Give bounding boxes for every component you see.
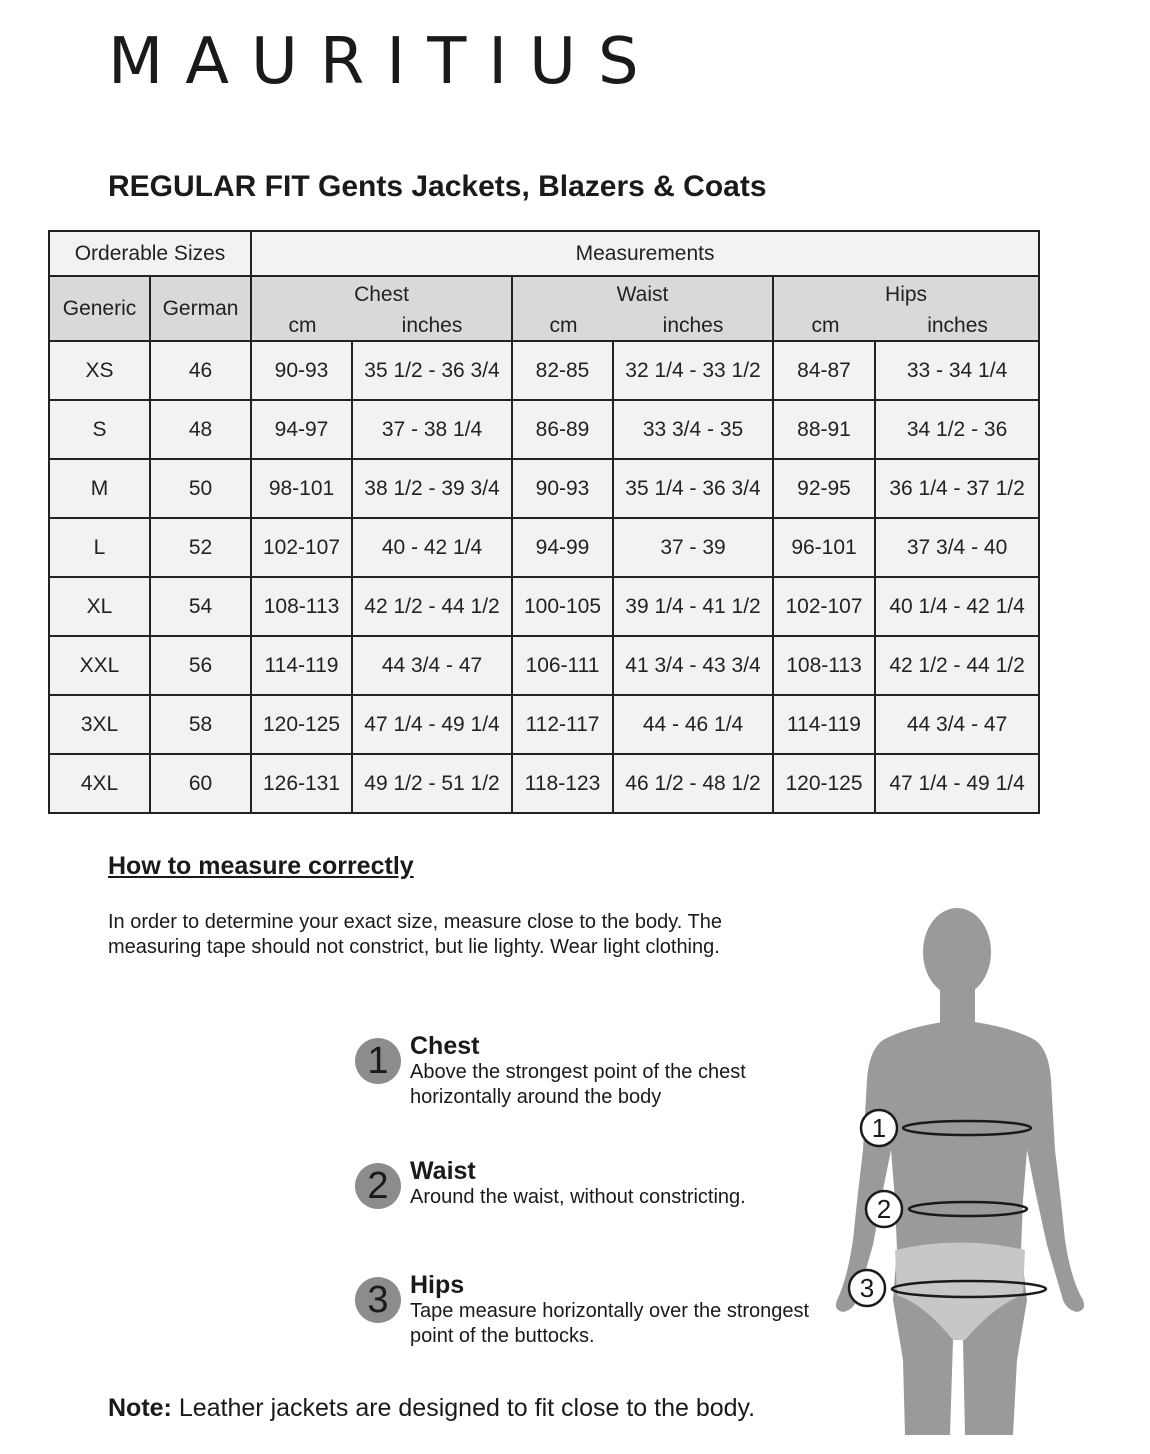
- how-to-intro: In order to determine your exact size, measure close to the body. The measuring tape should not constrict, but lie lighty. Wear light clothing.: [108, 911, 723, 958]
- table-cell: 114-119: [251, 636, 352, 695]
- group-name: Waist: [616, 283, 669, 306]
- table-row: [49, 341, 1039, 400]
- table-cell: 60: [150, 754, 251, 813]
- step-name: Hips: [410, 1271, 465, 1299]
- header-waist: [512, 276, 773, 341]
- table-cell: 3XL: [49, 695, 150, 754]
- table-cell: 52: [150, 518, 251, 577]
- table-cell: XXL: [49, 636, 150, 695]
- table-cell: 49 1/2 - 51 1/2: [352, 754, 512, 813]
- table-cell: 102-107: [251, 518, 352, 577]
- table-row: [49, 518, 1039, 577]
- table-cell: XS: [49, 341, 150, 400]
- table-cell: 108-113: [773, 636, 875, 695]
- group-name: Chest: [354, 283, 409, 306]
- marker-chest: [861, 1110, 897, 1146]
- table-cell: 47 1/4 - 49 1/4: [352, 695, 512, 754]
- table-cell: 37 - 39: [613, 518, 773, 577]
- table-cell: 82-85: [512, 341, 613, 400]
- table-cell: 34 1/2 - 36: [875, 400, 1039, 459]
- table-cell: 114-119: [773, 695, 875, 754]
- table-cell: 100-105: [512, 577, 613, 636]
- marker-hips: [849, 1270, 885, 1306]
- header-orderable-sizes: Orderable Sizes: [49, 231, 251, 276]
- header-german: German: [150, 276, 251, 341]
- table-cell: 112-117: [512, 695, 613, 754]
- step-description: Above the strongest point of the chest horizontally around the body: [410, 1061, 746, 1108]
- table-cell: 37 - 38 1/4: [352, 400, 512, 459]
- table-cell: 96-101: [773, 518, 875, 577]
- unit-cm: cm: [811, 314, 840, 337]
- table-cell: 118-123: [512, 754, 613, 813]
- note-text: Leather jackets are designed to fit close to the body.: [171, 1394, 756, 1422]
- table-cell: 44 - 46 1/4: [613, 695, 773, 754]
- table-row: [49, 459, 1039, 518]
- table-cell: 102-107: [773, 577, 875, 636]
- table-cell: XL: [49, 577, 150, 636]
- table-cell: 44 3/4 - 47: [352, 636, 512, 695]
- marker-label: 1: [871, 1113, 887, 1143]
- marker-label: 2: [876, 1194, 892, 1224]
- group-name: Hips: [885, 283, 928, 306]
- table-cell: 90-93: [512, 459, 613, 518]
- how-to-heading: How to measure correctly: [108, 852, 414, 880]
- table-cell: 33 3/4 - 35: [613, 400, 773, 459]
- step-description: Tape measure horizontally over the strongest point of the buttocks.: [410, 1300, 810, 1347]
- step-number-badge: 1: [355, 1038, 401, 1084]
- table-row: [49, 400, 1039, 459]
- body-figure-illustration: [825, 900, 1115, 1440]
- table-cell: 39 1/4 - 41 1/2: [613, 577, 773, 636]
- table-cell: 54: [150, 577, 251, 636]
- note: [108, 1394, 755, 1423]
- table-cell: 46: [150, 341, 251, 400]
- table-cell: 92-95: [773, 459, 875, 518]
- table-cell: S: [49, 400, 150, 459]
- unit-inches: inches: [401, 314, 463, 337]
- step-description: Around the waist, without constricting.: [410, 1186, 746, 1208]
- table-cell: 90-93: [251, 341, 352, 400]
- table-cell: 4XL: [49, 754, 150, 813]
- table-cell: 46 1/2 - 48 1/2: [613, 754, 773, 813]
- table-cell: 35 1/4 - 36 3/4: [613, 459, 773, 518]
- table-cell: 58: [150, 695, 251, 754]
- note-label: Note:: [108, 1394, 172, 1422]
- table-cell: 120-125: [773, 754, 875, 813]
- table-cell: 32 1/4 - 33 1/2: [613, 341, 773, 400]
- table-cell: 47 1/4 - 49 1/4: [875, 754, 1039, 813]
- step-name: Chest: [410, 1032, 480, 1060]
- table-cell: 106-111: [512, 636, 613, 695]
- table-cell: 48: [150, 400, 251, 459]
- header-measurements: Measurements: [251, 231, 1039, 276]
- unit-inches: inches: [662, 314, 724, 337]
- table-cell: 98-101: [251, 459, 352, 518]
- step-number-badge: 3: [355, 1277, 401, 1323]
- unit-cm: cm: [288, 314, 317, 337]
- marker-waist: [866, 1191, 902, 1227]
- table-cell: L: [49, 518, 150, 577]
- table-cell: 33 - 34 1/4: [875, 341, 1039, 400]
- unit-inches: inches: [927, 314, 988, 337]
- table-row: [49, 754, 1039, 813]
- table-cell: 41 3/4 - 43 3/4: [613, 636, 773, 695]
- table-cell: 40 - 42 1/4: [352, 518, 512, 577]
- table-cell: 38 1/2 - 39 3/4: [352, 459, 512, 518]
- table-cell: 42 1/2 - 44 1/2: [352, 577, 512, 636]
- table-cell: 37 3/4 - 40: [875, 518, 1039, 577]
- table-cell: 94-99: [512, 518, 613, 577]
- table-cell: 120-125: [251, 695, 352, 754]
- table-row: [49, 636, 1039, 695]
- table-cell: 108-113: [251, 577, 352, 636]
- table-row: [49, 695, 1039, 754]
- header-hips: [773, 276, 1039, 341]
- table-cell: 126-131: [251, 754, 352, 813]
- header-generic: Generic: [49, 276, 150, 341]
- table-cell: 86-89: [512, 400, 613, 459]
- table-cell: 42 1/2 - 44 1/2: [875, 636, 1039, 695]
- table-cell: 50: [150, 459, 251, 518]
- table-cell: 88-91: [773, 400, 875, 459]
- table-cell: 36 1/4 - 37 1/2: [875, 459, 1039, 518]
- table-row: [49, 577, 1039, 636]
- table-cell: 35 1/2 - 36 3/4: [352, 341, 512, 400]
- body-silhouette: [836, 908, 1084, 1435]
- header-chest: [251, 276, 512, 341]
- table-cell: 94-97: [251, 400, 352, 459]
- table-cell: 84-87: [773, 341, 875, 400]
- step-name: Waist: [410, 1157, 476, 1185]
- table-cell: 56: [150, 636, 251, 695]
- brand-logo: MAURITIUS: [108, 25, 661, 99]
- table-cell: M: [49, 459, 150, 518]
- page-title: REGULAR FIT Gents Jackets, Blazers & Coats: [108, 170, 767, 203]
- unit-cm: cm: [549, 314, 578, 337]
- table-cell: 40 1/4 - 42 1/4: [875, 577, 1039, 636]
- step-number-badge: 2: [355, 1163, 401, 1209]
- table-cell: 44 3/4 - 47: [875, 695, 1039, 754]
- size-table: [48, 230, 1040, 814]
- marker-label: 3: [859, 1273, 875, 1303]
